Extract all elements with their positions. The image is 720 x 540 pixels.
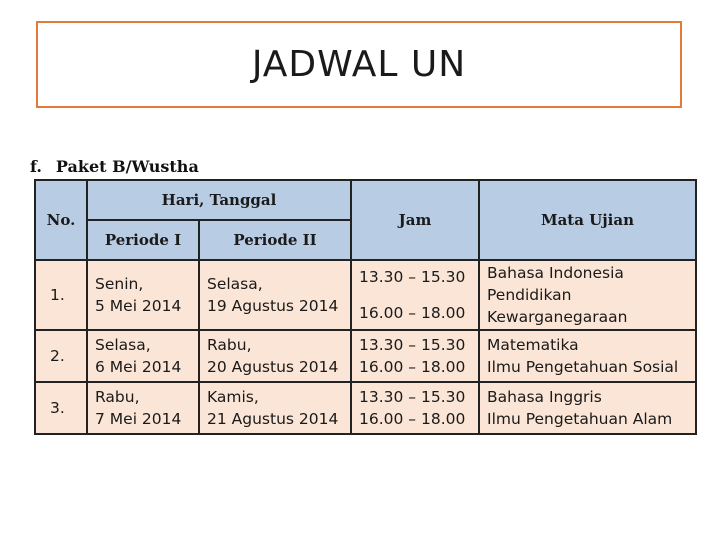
period-1-day: Selasa, bbox=[95, 336, 151, 354]
period-2-date: 20 Agustus 2014 bbox=[207, 358, 339, 376]
section-heading bbox=[30, 157, 199, 176]
exam-schedule-table bbox=[34, 179, 697, 435]
section-label: Paket B/Wustha bbox=[55, 157, 199, 176]
header-subject: Mata Ujian bbox=[479, 180, 696, 260]
subject-1: Bahasa Indonesia bbox=[487, 264, 624, 282]
time-slot-2: 16.00 – 18.00 bbox=[359, 304, 466, 322]
subject-2-line-2: Kewarganegaraan bbox=[487, 308, 628, 326]
subject-2-line-1: Pendidikan bbox=[487, 286, 572, 304]
time-slot-1: 13.30 – 15.30 bbox=[359, 388, 466, 406]
period-1-cell bbox=[87, 330, 199, 382]
time-slot-1: 13.30 – 15.30 bbox=[359, 336, 466, 354]
table-row bbox=[35, 330, 696, 382]
period-2-day: Selasa, bbox=[207, 275, 263, 293]
subject-cell bbox=[479, 260, 696, 330]
header-period-1: Periode I bbox=[87, 220, 199, 260]
subject-cell bbox=[479, 330, 696, 382]
period-1-date: 5 Mei 2014 bbox=[95, 297, 182, 315]
table-row bbox=[35, 382, 696, 434]
row-number: 1. bbox=[35, 260, 87, 330]
section-letter: f. bbox=[30, 157, 42, 176]
header-period-2: Periode II bbox=[199, 220, 351, 260]
table-row bbox=[35, 260, 696, 330]
period-1-day: Senin, bbox=[95, 275, 144, 293]
period-1-date: 7 Mei 2014 bbox=[95, 410, 182, 428]
period-1-cell bbox=[87, 260, 199, 330]
period-2-day: Kamis, bbox=[207, 388, 259, 406]
time-slot-2: 16.00 – 18.00 bbox=[359, 358, 466, 376]
period-2-day: Rabu, bbox=[207, 336, 252, 354]
time-slot-2: 16.00 – 18.00 bbox=[359, 410, 466, 428]
header-row-1 bbox=[35, 180, 696, 220]
time-cell bbox=[351, 382, 479, 434]
period-2-cell bbox=[199, 382, 351, 434]
header-no: No. bbox=[35, 180, 87, 260]
period-2-cell bbox=[199, 330, 351, 382]
period-1-cell bbox=[87, 382, 199, 434]
slide-title-box bbox=[36, 21, 682, 108]
time-cell bbox=[351, 330, 479, 382]
subject-cell bbox=[479, 382, 696, 434]
period-1-date: 6 Mei 2014 bbox=[95, 358, 182, 376]
period-2-date: 21 Agustus 2014 bbox=[207, 410, 339, 428]
subject-2: Ilmu Pengetahuan Alam bbox=[487, 410, 673, 428]
time-cell bbox=[351, 260, 479, 330]
header-day-date: Hari, Tanggal bbox=[87, 180, 351, 220]
subject-1: Matematika bbox=[487, 336, 579, 354]
subject-1: Bahasa Inggris bbox=[487, 388, 602, 406]
row-number: 2. bbox=[35, 330, 87, 382]
row-number: 3. bbox=[35, 382, 87, 434]
slide-title: JADWAL UN bbox=[251, 44, 467, 85]
header-time: Jam bbox=[351, 180, 479, 260]
period-2-date: 19 Agustus 2014 bbox=[207, 297, 339, 315]
period-2-cell bbox=[199, 260, 351, 330]
time-slot-1: 13.30 – 15.30 bbox=[359, 268, 466, 286]
period-1-day: Rabu, bbox=[95, 388, 140, 406]
subject-2: Ilmu Pengetahuan Sosial bbox=[487, 358, 679, 376]
